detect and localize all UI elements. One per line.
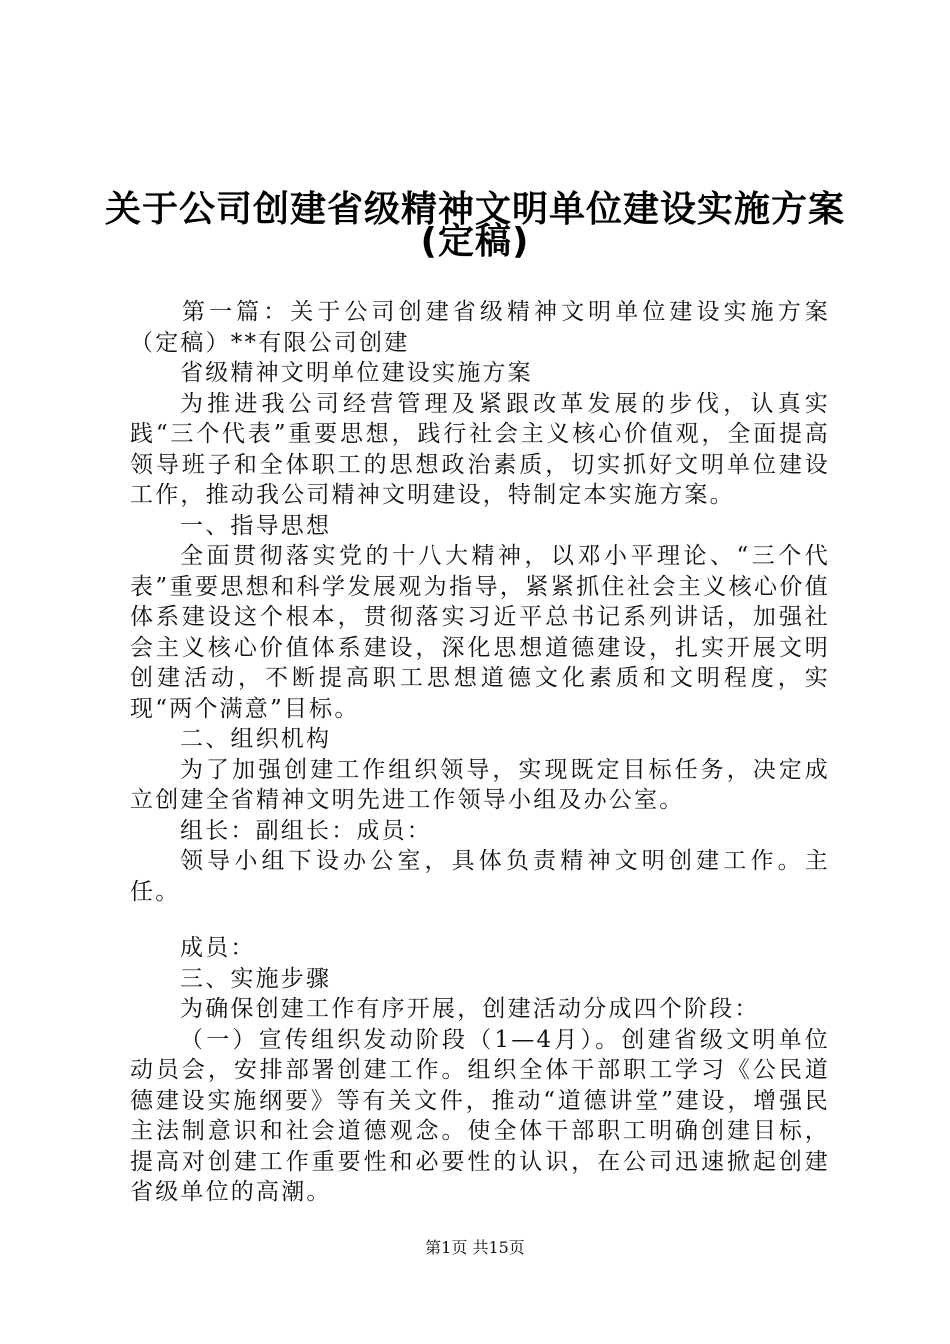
paragraph-guiding-ideology: 全面贯彻落实党的十八大精神，以邓小平理论、“三个代表”重要思想和科学发展观为指导，紧紧抓住社会主义核心价值体系建设这个根本，贯彻落实习近平总书记系列讲话，加强社会主义核心价值体系建设，深化思想道德建设，扎实开展文明创建活动，不断提高职工思想道德文化素质和文明程度，实现“两个满意”目标。 [130, 543, 830, 722]
section-heading-guiding-ideology: 一、指导思想 [180, 512, 332, 539]
paragraph-organization: 为了加强创建工作组织领导，实现既定目标任务，决定成立创建全省精神文明先进工作领导小组及办公室。 [130, 756, 830, 813]
blank-line [130, 907, 830, 933]
paragraph-purpose: 为推进我公司经营管理及紧跟改革发展的步伐，认真实践“三个代表”重要思想，践行社会主义核心价值观，全面提高领导班子和全体职工的思想政治素质，切实抓好文明单位建设工作，推动我公司精神文明建设，特制定本实施方案。 [130, 390, 830, 508]
document-body [130, 297, 830, 1208]
paragraph-leaders: 组长：副组长：成员： [180, 817, 432, 844]
paragraph-steps-intro: 为确保创建工作有序开展，创建活动分成四个阶段： [180, 996, 760, 1022]
page-number-footer: 第1页 共15页 [425, 1238, 525, 1257]
paragraph-intro: 第一篇：关于公司创建省级精神文明单位建设实施方案（定稿）**有限公司创建 [130, 299, 830, 356]
document-title: 关于公司创建省级精神文明单位建设实施方案 [104, 189, 845, 230]
paragraph-members: 成员： [180, 935, 256, 961]
document-title-suffix: (定稿) [420, 221, 530, 262]
paragraph-stage-one: （一）宣传组织发动阶段（1—4月）。创建省级文明单位动员会，安排部署创建工作。组织全体干部职工学习《公民道德建设实施纲要》等有关文件，推动“道德讲堂”建设，增强民主法制意识和社会道德观念。使全体干部职工明确创建目标，提高对创建工作重要性和必要性的认识，在公司迅速掀起创建省级单位的高潮。 [130, 1026, 830, 1205]
paragraph-office: 领导小组下设办公室，具体负责精神文明创建工作。主任。 [130, 848, 830, 905]
section-heading-organization: 二、组织机构 [180, 726, 332, 752]
section-heading-steps: 三、实施步骤 [180, 965, 332, 992]
paragraph-subtitle: 省级精神文明单位建设实施方案 [180, 360, 533, 386]
